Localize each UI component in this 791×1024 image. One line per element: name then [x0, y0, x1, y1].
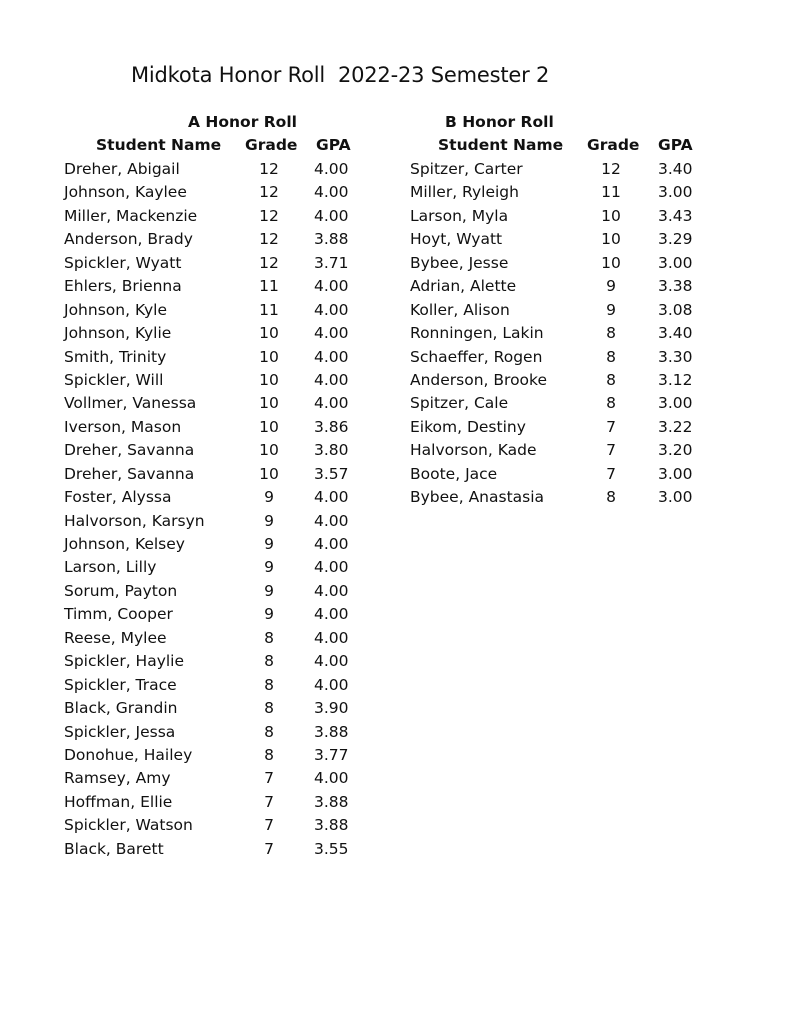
student-gpa: 4.00 [314, 370, 349, 389]
student-gpa: 4.00 [314, 488, 349, 507]
student-grade: 10 [259, 464, 279, 483]
student-gpa: 3.00 [658, 394, 693, 413]
student-name: Anderson, Brady [64, 230, 193, 249]
student-grade: 8 [606, 347, 616, 366]
student-grade: 9 [264, 535, 274, 553]
student-name: Smith, Trinity [64, 347, 167, 366]
student-gpa: 3.57 [314, 464, 349, 483]
student-name: Larson, Lilly [64, 558, 157, 577]
student-grade: 9 [606, 277, 616, 296]
student-name: Iverson, Mason [64, 417, 182, 436]
student-gpa: 3.80 [314, 441, 349, 460]
student-grade: 9 [264, 488, 274, 507]
student-grade: 10 [601, 230, 621, 249]
student-grade: 7 [264, 816, 274, 835]
student-grade: 9 [264, 558, 274, 577]
student-gpa: 3.71 [314, 253, 349, 272]
student-name: Spickler, Will [64, 370, 164, 389]
student-grade: 12 [259, 206, 279, 225]
student-name: Bybee, Jesse [410, 253, 509, 272]
student-grade: 12 [259, 230, 279, 249]
student-gpa: 4.00 [314, 347, 349, 366]
student-gpa: 3.90 [314, 699, 349, 718]
student-gpa: 4.00 [314, 769, 349, 788]
student-gpa: 3.30 [658, 347, 693, 366]
student-grade: 7 [264, 769, 274, 788]
student-grade: 12 [259, 160, 279, 178]
column-header-grade: Grade [245, 136, 298, 154]
student-gpa: 3.00 [658, 488, 693, 507]
student-name: Dreher, Abigail [64, 160, 180, 178]
student-name: Bybee, Anastasia [410, 488, 545, 507]
student-gpa: 3.55 [314, 839, 349, 858]
student-gpa: 3.40 [658, 160, 693, 178]
student-gpa: 4.00 [314, 558, 349, 577]
student-gpa: 4.00 [314, 605, 349, 624]
student-gpa: 3.22 [658, 417, 693, 436]
student-gpa: 3.88 [314, 792, 349, 811]
column-header-student-name: Student Name [438, 136, 564, 154]
student-grade: 8 [606, 394, 616, 413]
student-gpa: 3.88 [314, 230, 349, 249]
student-grade: 8 [606, 324, 616, 343]
student-name: Spickler, Jessa [64, 722, 176, 741]
student-grade: 10 [601, 253, 621, 272]
student-gpa: 4.00 [314, 160, 349, 178]
student-name: Eikom, Destiny [410, 417, 526, 436]
student-gpa: 4.00 [314, 535, 349, 553]
student-name: Ramsey, Amy [64, 769, 171, 788]
column-header-grade: Grade [587, 136, 640, 154]
student-grade: 7 [606, 417, 616, 436]
student-grade: 12 [259, 253, 279, 272]
student-name: Larson, Myla [410, 206, 509, 225]
student-gpa: 4.00 [314, 183, 349, 202]
student-name: Johnson, Kylie [64, 324, 172, 343]
student-name: Donohue, Hailey [64, 745, 193, 764]
student-grade: 9 [264, 511, 274, 530]
student-name: Johnson, Kyle [64, 300, 167, 319]
student-name: Spitzer, Carter [410, 160, 523, 178]
student-gpa: 4.00 [314, 652, 349, 671]
student-grade: 10 [259, 441, 279, 460]
student-name: Timm, Cooper [64, 605, 173, 624]
student-name: Boote, Jace [410, 464, 498, 483]
student-name: Miller, Mackenzie [64, 206, 198, 225]
student-gpa: 3.88 [314, 722, 349, 741]
student-grade: 8 [264, 699, 274, 718]
student-grade: 7 [606, 441, 616, 460]
page-title: Midkota Honor Roll 2022-23 Semester 2 [131, 63, 550, 87]
student-gpa: 4.00 [314, 206, 349, 225]
student-name: Spickler, Trace [64, 675, 177, 694]
student-name: Vollmer, Vanessa [64, 394, 197, 413]
student-grade: 8 [264, 628, 274, 647]
student-gpa: 4.00 [314, 300, 349, 319]
student-name: Foster, Alyssa [64, 488, 172, 507]
column-header-gpa: GPA [316, 136, 351, 154]
student-grade: 12 [259, 183, 279, 202]
student-gpa: 3.00 [658, 183, 693, 202]
student-name: Miller, Ryleigh [410, 183, 519, 202]
student-gpa: 4.00 [314, 581, 349, 600]
student-name: Johnson, Kelsey [64, 535, 185, 553]
student-gpa: 3.40 [658, 324, 693, 343]
student-name: Adrian, Alette [410, 277, 517, 296]
student-gpa: 3.86 [314, 417, 349, 436]
student-grade: 10 [259, 394, 279, 413]
student-grade: 10 [259, 347, 279, 366]
a-honor-roll-heading: A Honor Roll [188, 113, 297, 131]
student-gpa: 3.38 [658, 277, 693, 296]
student-grade: 12 [601, 160, 621, 178]
student-gpa: 3.20 [658, 441, 693, 460]
student-name: Schaeffer, Rogen [410, 347, 543, 366]
student-gpa: 3.00 [658, 464, 693, 483]
student-grade: 7 [606, 464, 616, 483]
student-name: Spitzer, Cale [410, 394, 509, 413]
student-name: Hoyt, Wyatt [410, 230, 503, 249]
student-name: Dreher, Savanna [64, 441, 195, 460]
student-gpa: 3.43 [658, 206, 693, 225]
student-grade: 10 [259, 324, 279, 343]
student-grade: 11 [601, 183, 621, 202]
student-grade: 8 [264, 745, 274, 764]
student-name: Halvorson, Karsyn [64, 511, 205, 530]
student-gpa: 4.00 [314, 628, 349, 647]
student-name: Anderson, Brooke [410, 370, 548, 389]
student-name: Ronningen, Lakin [410, 324, 544, 343]
student-gpa: 3.08 [658, 300, 693, 319]
student-grade: 11 [259, 277, 279, 296]
student-name: Sorum, Payton [64, 581, 178, 600]
student-grade: 8 [264, 722, 274, 741]
student-name: Koller, Alison [410, 300, 510, 319]
student-grade: 11 [259, 300, 279, 319]
student-gpa: 3.88 [314, 816, 349, 835]
column-header-gpa: GPA [658, 136, 693, 154]
student-name: Hoffman, Ellie [64, 792, 173, 811]
student-grade: 8 [606, 370, 616, 389]
student-gpa: 4.00 [314, 675, 349, 694]
student-gpa: 3.29 [658, 230, 693, 249]
student-grade: 10 [259, 370, 279, 389]
student-gpa: 4.00 [314, 394, 349, 413]
student-gpa: 4.00 [314, 277, 349, 296]
student-grade: 10 [601, 206, 621, 225]
student-grade: 8 [264, 675, 274, 694]
student-name: Spickler, Wyatt [64, 253, 182, 272]
student-name: Black, Grandin [64, 699, 178, 718]
student-grade: 9 [264, 605, 274, 624]
student-name: Johnson, Kaylee [64, 183, 187, 202]
student-gpa: 4.00 [314, 324, 349, 343]
student-name: Reese, Mylee [64, 628, 167, 647]
student-gpa: 3.77 [314, 745, 349, 764]
student-name: Spickler, Watson [64, 816, 193, 835]
student-grade: 9 [606, 300, 616, 319]
student-grade: 10 [259, 417, 279, 436]
student-grade: 7 [264, 792, 274, 811]
student-gpa: 3.00 [658, 253, 693, 272]
student-grade: 8 [606, 488, 616, 507]
b-honor-roll-heading: B Honor Roll [445, 113, 554, 131]
student-name: Halvorson, Kade [410, 441, 537, 460]
student-grade: 7 [264, 839, 274, 858]
student-name: Ehlers, Brienna [64, 277, 182, 296]
student-grade: 9 [264, 581, 274, 600]
student-gpa: 4.00 [314, 511, 349, 530]
student-name: Black, Barett [64, 839, 164, 858]
student-name: Dreher, Savanna [64, 464, 195, 483]
student-name: Spickler, Haylie [64, 652, 185, 671]
column-header-student-name: Student Name [96, 136, 222, 154]
student-gpa: 3.12 [658, 370, 693, 389]
student-grade: 8 [264, 652, 274, 671]
